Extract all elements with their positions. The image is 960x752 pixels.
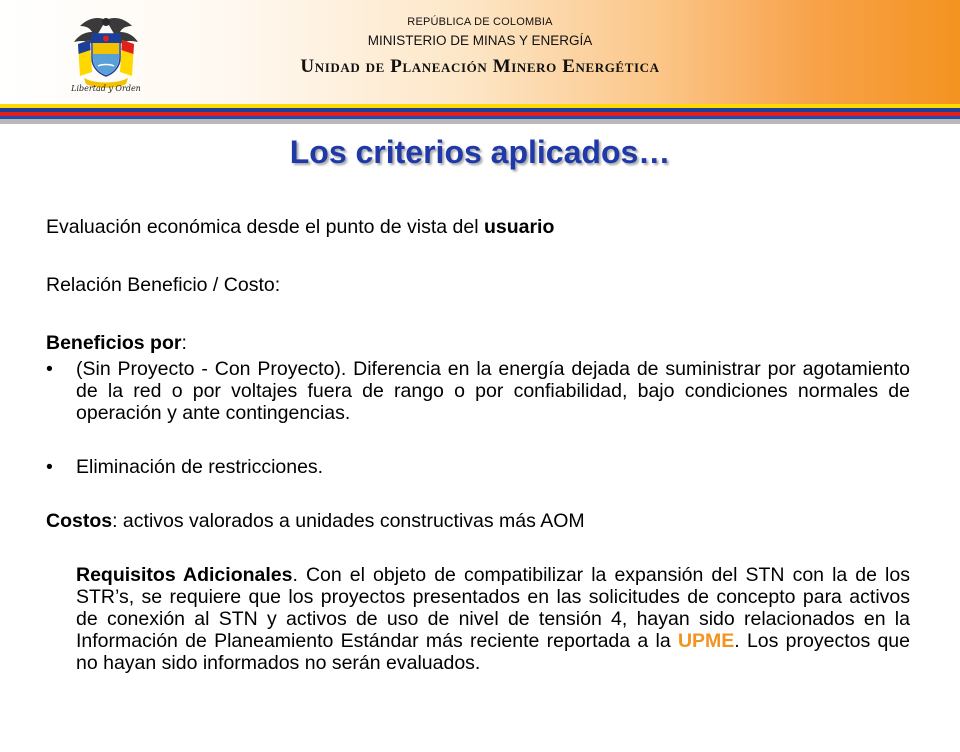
flag-stripes [0,104,960,124]
paragraph-evaluation [46,216,910,238]
costs-text: : activos valorados a unidades constructivas más AOM [112,510,585,532]
paragraph-ratio: Relación Beneficio / Costo: [46,274,281,296]
evaluation-bold: usuario [483,216,555,238]
paragraph-costs [46,510,910,532]
crest-caption: Libertad y Orden [71,84,141,93]
list-item [46,358,910,424]
bullet-icon: • [46,456,53,478]
requirements-text-end: . Los proyectos que no hayan sido informados no serán evaluados. [76,630,910,674]
slide-title: Los criterios aplicados… [289,134,671,170]
list-item [46,456,910,478]
header-ministry: MINISTERIO DE MINAS Y ENERGÍA [367,33,593,48]
evaluation-text: Evaluación económica desde el punto de vista del [46,216,484,238]
header-unit-name: Unidad de Planeación Minero Energética [300,56,660,77]
header-country: REPÚBLICA DE COLOMBIA [407,16,553,28]
requirements-text: . Con el objeto de compatibilizar la expansión del STN con la de los STR’s, se requiere que los proyectos presentados en las solicitudes de concepto para activos de conexión al STN y activos de uso de nivel de tensión 4, hayan sido relacionados en la Información de Planeamiento Estándar más reciente reportada a la [76,564,910,652]
paragraph-benefits [46,332,910,354]
costs-bold: Costos [46,510,113,532]
bullet-text: (Sin Proyecto - Con Proyecto). Diferencia en la energía dejada de suministrar por agotamiento de la red o por voltajes fuera de rango o por confiabilidad, bajo condiciones normales de operación y ante contingencias. [76,358,910,424]
benefits-bold: Beneficios por [46,332,182,354]
stripe-gray [0,119,960,124]
header-banner [0,0,960,104]
bullet-icon: • [46,358,53,380]
upme-highlight: UPME [677,630,735,652]
slide-body [46,216,910,674]
benefits-colon: : [181,332,187,354]
bullet-text: Eliminación de restricciones. [76,456,324,478]
paragraph-requirements [46,564,910,674]
requirements-bold: Requisitos Adicionales [76,564,293,586]
